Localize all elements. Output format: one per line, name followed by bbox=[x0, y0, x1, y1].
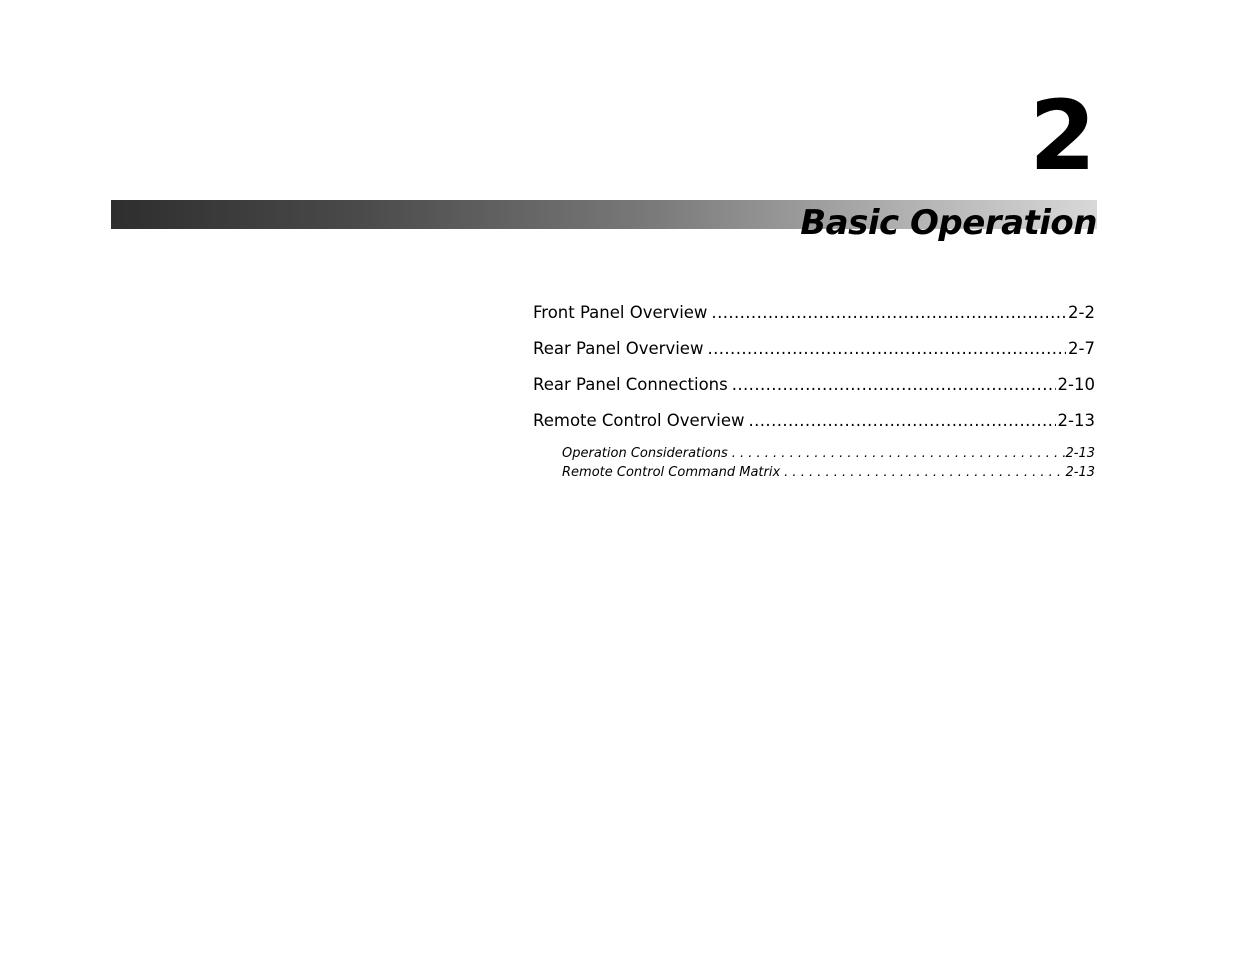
toc-subentry-page: 2-13 bbox=[1065, 465, 1095, 480]
chapter-number: 2 bbox=[1029, 80, 1096, 192]
toc-subentry-label: Operation Considerations bbox=[562, 446, 728, 461]
dot-leader bbox=[711, 300, 1066, 326]
dot-leader bbox=[707, 336, 1066, 362]
toc-entry-remote-control-overview[interactable] bbox=[533, 408, 1095, 444]
dot-leader bbox=[732, 444, 1066, 463]
toc-entry-page: 2-7 bbox=[1068, 339, 1095, 358]
toc-entry-front-panel-overview[interactable] bbox=[533, 300, 1095, 336]
table-of-contents bbox=[533, 300, 1095, 482]
toc-entry-label: Remote Control Overview bbox=[533, 411, 745, 430]
toc-subentry-remote-control-command-matrix[interactable] bbox=[562, 463, 1095, 482]
toc-entry-rear-panel-overview[interactable] bbox=[533, 336, 1095, 372]
dot-leader bbox=[748, 408, 1055, 434]
toc-subentry-page: 2-13 bbox=[1065, 446, 1095, 461]
toc-entry-label: Rear Panel Connections bbox=[533, 375, 728, 394]
toc-entry-page: 2-2 bbox=[1068, 303, 1095, 322]
toc-entry-label: Front Panel Overview bbox=[533, 303, 708, 322]
toc-subentry-label: Remote Control Command Matrix bbox=[562, 465, 781, 480]
toc-subentry-operation-considerations[interactable] bbox=[562, 444, 1095, 463]
toc-entry-page: 2-10 bbox=[1057, 375, 1095, 394]
chapter-title: Basic Operation bbox=[800, 203, 1097, 243]
dot-leader bbox=[732, 372, 1056, 398]
dot-leader bbox=[784, 463, 1065, 482]
toc-entry-label: Rear Panel Overview bbox=[533, 339, 704, 358]
toc-entry-page: 2-13 bbox=[1057, 411, 1095, 430]
toc-entry-rear-panel-connections[interactable] bbox=[533, 372, 1095, 408]
